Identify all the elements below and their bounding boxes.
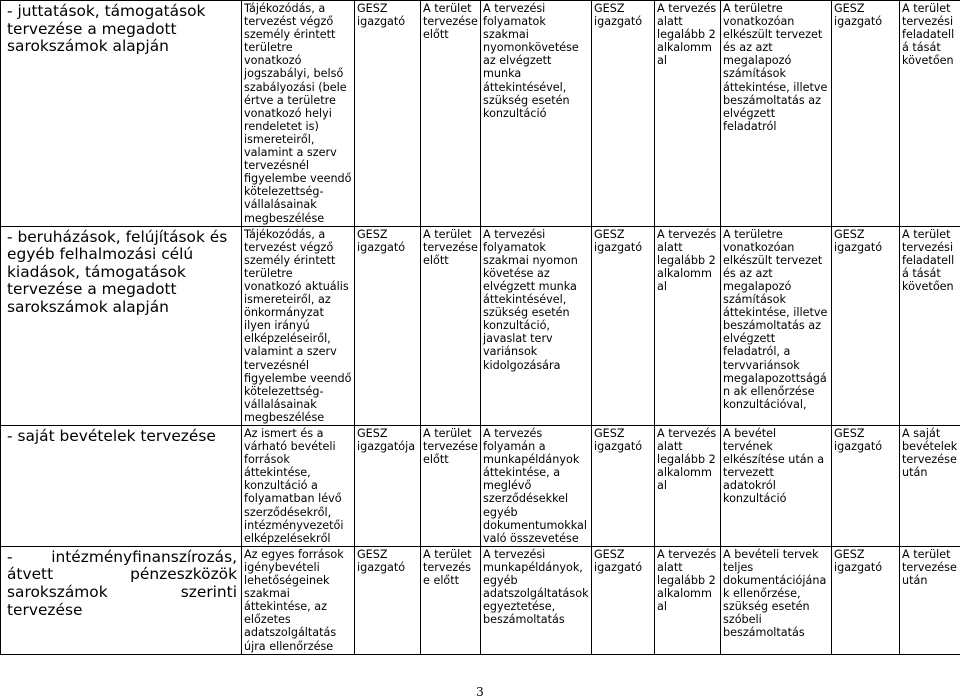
- table-row: [1, 426, 960, 547]
- task-cell: Tájékozódás, a tervezést végző személy érintett területre vonatkozó jogszabályi, belső szabályozási (bele értve a területre vonatkozó helyi rendeletet is) ismereteiről, valamint a szerv tervezésnél figyelembe veendő kötelezettség-vállalásainak megbeszélése: [242, 1, 355, 227]
- activity-cell: - saját bevételek tervezése: [1, 426, 242, 547]
- control-cell: A tervezés folyamán a munkapéldányok áttekintése, a meglévő szerződésekkel egyéb dokumentumokkal való összevetése: [481, 426, 592, 547]
- method-cell: A bevétel tervének elkészítése után a tervezett adatokról konzultáció: [721, 426, 832, 547]
- final-deadline-cell: A terület tervezési feladatellá tását követően: [900, 226, 960, 425]
- responsible-cell: GESZ igazgató: [355, 226, 421, 425]
- page-number: 3: [0, 685, 960, 699]
- control-responsible-cell: GESZ igazgató: [592, 426, 655, 547]
- responsible-cell: GESZ igazgató: [355, 1, 421, 227]
- method-responsible-cell: GESZ igazgató: [832, 226, 900, 425]
- method-cell: A területre vonatkozóan elkészült tervezet és az azt megalapozó számítások áttekintése, illetve beszámoltatás az elvégzett feladatról, a tervvariánsok megalapozottságán ak ellenőrzése konzultációval,: [721, 226, 832, 425]
- activity-cell: - beruházások, felújítások és egyéb felhalmozási célú kiadások, támogatások tervezése a megadott sarokszámok alapján: [1, 226, 242, 425]
- control-cell: A tervezési munkapéldányok, egyéb adatszolgáltatások egyeztetése, beszámoltatás: [481, 546, 592, 654]
- deadline-cell: A terület tervezése előtt: [421, 426, 481, 547]
- method-responsible-cell: GESZ igazgató: [832, 546, 900, 654]
- task-cell: Az ismert és a várható bevételi források áttekintése, konzultáció a folyamatban lévő szerződésekről, intézményvezetői elképzelésekről: [242, 426, 355, 547]
- table-row: [1, 546, 960, 654]
- table-row: [1, 226, 960, 425]
- control-responsible-cell: GESZ igazgató: [592, 546, 655, 654]
- method-responsible-cell: GESZ igazgató: [832, 426, 900, 547]
- table-body: [1, 1, 960, 655]
- control-responsible-cell: GESZ igazgató: [592, 1, 655, 227]
- activity-cell: - juttatások, támogatások tervezése a megadott sarokszámok alapján: [1, 1, 242, 227]
- frequency-cell: A tervezés alatt legalább 2 alkalomm al: [655, 426, 721, 547]
- method-cell: A területre vonatkozóan elkészült tervezet és az azt megalapozó számítások áttekintése, illetve beszámoltatás az elvégzett feladatról: [721, 1, 832, 227]
- control-responsible-cell: GESZ igazgató: [592, 226, 655, 425]
- control-cell: A tervezési folyamatok szakmai nyomonkövetése az elvégzett munka áttekintésével, szükség esetén konzultáció: [481, 1, 592, 227]
- task-cell: Tájékozódás, a tervezést végző személy érintett területre vonatkozó aktuális ismereteiről, az önkormányzat ilyen irányú elképzeléseiről, valamint a szerv tervezésnél figyelembe veendő kötelezettség-vállalásainak megbeszélése: [242, 226, 355, 425]
- responsible-cell: GESZ igazgató: [355, 546, 421, 654]
- deadline-cell: A terület tervezés e előtt: [421, 546, 481, 654]
- task-cell: Az egyes források igénybevételi lehetőségeinek szakmai áttekintése, az előzetes adatszolgáltatás újra ellenőrzése: [242, 546, 355, 654]
- control-cell: A tervezési folyamatok szakmai nyomon követése az elvégzett munka áttekintésével, szükség esetén konzultáció, javaslat terv variánsok kidolgozására: [481, 226, 592, 425]
- responsible-cell: GESZ igazgatója: [355, 426, 421, 547]
- final-deadline-cell: A terület tervezési feladatellá tását követően: [900, 1, 960, 227]
- frequency-cell: A tervezés alatt legalább 2 alkalomm al: [655, 1, 721, 227]
- deadline-cell: A terület tervezése előtt: [421, 226, 481, 425]
- deadline-cell: A terület tervezése előtt: [421, 1, 481, 227]
- final-deadline-cell: A terület tervezése után: [900, 546, 960, 654]
- frequency-cell: A tervezés alatt legalább 2 alkalomm al: [655, 226, 721, 425]
- table-row: [1, 1, 960, 227]
- method-responsible-cell: GESZ igazgató: [832, 1, 900, 227]
- method-cell: A bevételi tervek teljes dokumentációjának ellenőrzése, szükség esetén szóbeli beszámoltatás: [721, 546, 832, 654]
- activity-cell: - intézményfinanszírozás, átvett pénzeszközök sarokszámok szerinti tervezése: [1, 546, 242, 654]
- frequency-cell: A tervezés alatt legalább 2 alkalomm al: [655, 546, 721, 654]
- final-deadline-cell: A saját bevételek tervezése után: [900, 426, 960, 547]
